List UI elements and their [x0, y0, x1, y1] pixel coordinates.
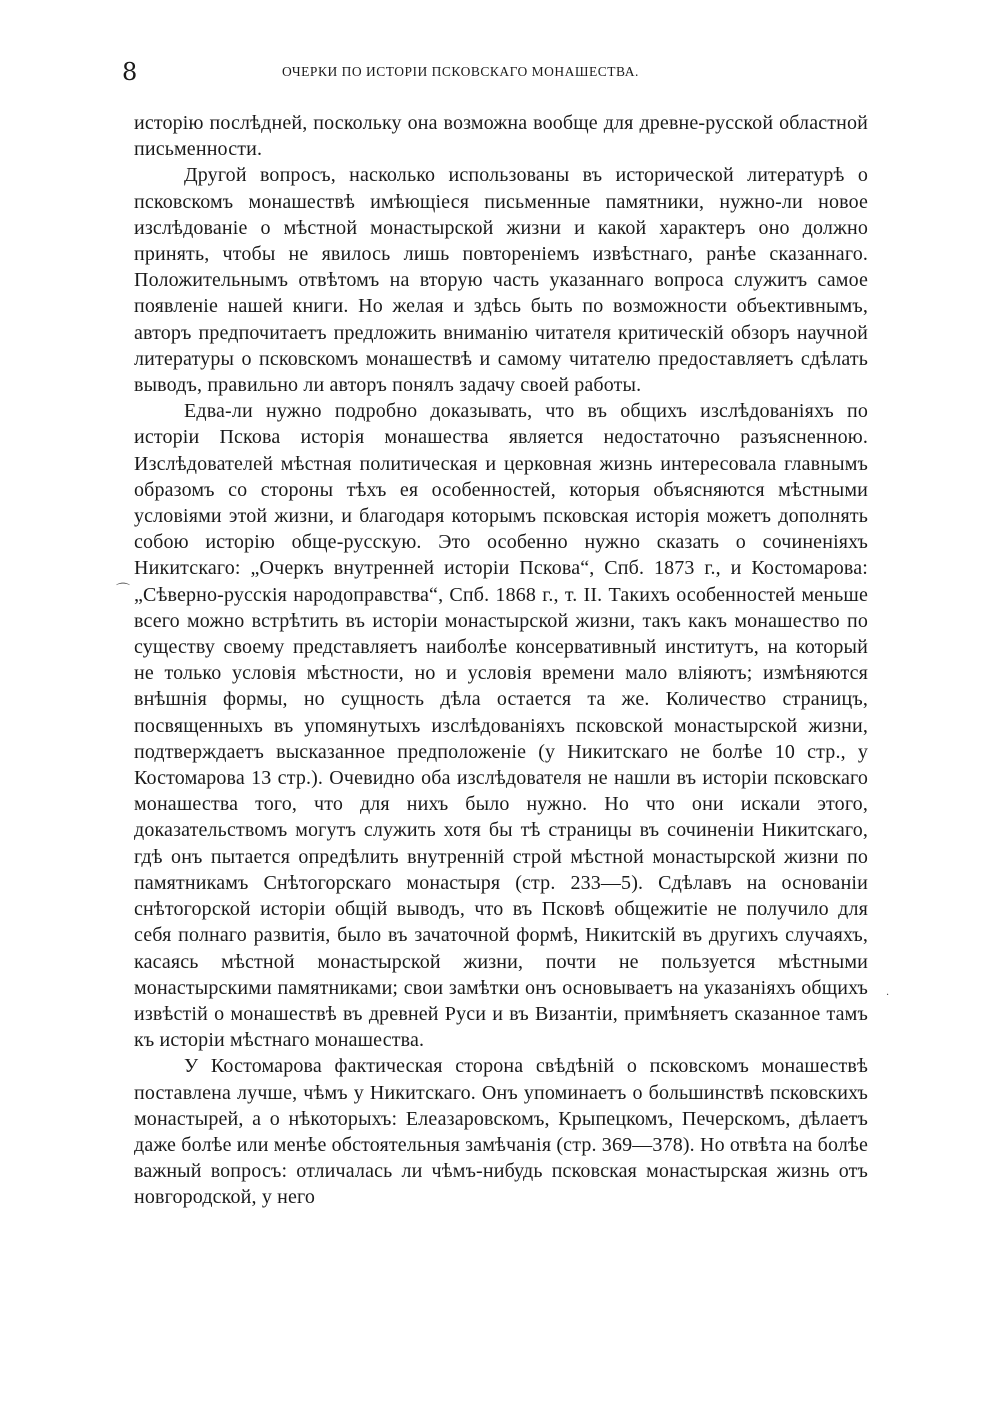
paragraph: Другой вопросъ, насколько использованы въ исторической литературѣ о псковскомъ монашествѣ имѣющіеся письменные памятники, нужно-ли новое изслѣдованіе о мѣстной монастырской жизни и какой характеръ оно должно принять, чтобы не явилось лишь повтореніемъ извѣстнаго, ранѣе сказаннаго. Положительнымъ отвѣтомъ на вторую часть указаннаго вопроса служитъ самое появленіе нашей книги. Но желая и здѣсь быть по возможности объективнымъ, авторъ предпочитаетъ предложить вниманію читателя критическій обзоръ научной литературы о псковскомъ монашествѣ и самому читателю предоставляетъ сдѣлать выводъ, правильно ли авторъ понялъ задачу своей работы. [134, 164, 868, 397]
page-number: 8 [122, 58, 138, 86]
running-title: ОЧЕРКИ ПО ИСТОРІИ ПСКОВСКАГО МОНАШЕСТВА. [282, 64, 639, 79]
margin-mark: ⌒ [116, 583, 130, 599]
paragraph: У Костомарова фактическая сторона свѣдѣній о псковскомъ монашествѣ поставлена лучше, чѣмъ у Никитскаго. Онъ упоминаетъ о большинствѣ псковскихъ монастырей, а о нѣкоторыхъ: Елеазаровскомъ, Крыпецкомъ, Печерскомъ, дѣлаетъ даже болѣе или менѣе обстоятельныя замѣчанія (стр. 369—378). Но отвѣта на болѣе важный вопросъ: отличалась ли чѣмъ-нибудь псковская монастырская жизнь отъ новгородской, у него [134, 1055, 868, 1209]
paragraph-continued: исторію послѣдней, поскольку она возможна вообще для древне-русской областной письменности. [134, 112, 868, 161]
paragraph: Едва-ли нужно подробно доказывать, что въ общихъ изслѣдованіяхъ по исторіи Пскова исторія монашества является недостаточно разъясненною. Изслѣдователей мѣстная политическая и церковная жизнь интересовала главнымъ образомъ со стороны тѣхъ ея особенностей, которыя объясняются мѣстными условіями этой жизни, и благодаря которымъ псковская исторія можетъ дополнять собою исторію обще-русскую. Это особенно нужно сказать о сочиненіяхъ Никитскаго: „Очеркъ внутренней исторіи Пскова“, Спб. 1873 г., и Костомарова: „Сѣверно-русскія народоправства“, Спб. 1868 г., т. II. Такихъ особенностей меньше всего можно встрѣтить въ исторіи монастырской жизни, такъ какъ монашество по существу своему представляетъ наиболѣе консервативный институтъ, на который не только условія мѣстности, но и условія времени мало вліяютъ; измѣняются внѣшнія формы, но сущность дѣла остается та же. Количество страницъ, посвященныхъ въ упомянутыхъ изслѣдованіяхъ псковской монастырской жизни, подтверждаетъ высказанное предположеніе (у Никитскаго не болѣе 10 стр., у Костомарова 13 стр.). Очевидно оба изслѣдователя не нашли въ исторіи псковскаго монашества того, что для нихъ было нужно. Но что они искали этого, доказательствомъ могутъ служить хотя бы тѣ страницы въ сочиненіи Никитскаго, гдѣ онъ пытается опредѣлить внутренній строй мѣстной монастырской жизни по памятникамъ Снѣтогорскаго монастыря (стр. 233—5). Сдѣлавъ на основаніи снѣтогорской исторіи общій выводъ, что въ Псковѣ общежитіе не получило для себя полнаго развитія, было въ зачаточной формѣ, Никитскій въ другихъ случаяхъ, касаясь мѣстной монастырской жизни, почти не пользуется мѣстными монастырскими памятниками; свои замѣтки онъ основываетъ на указаніяхъ общихъ извѣстій о монашествѣ въ древней Руси и въ Византіи, примѣняетъ сказанное тамъ къ исторіи мѣстнаго монашества. [134, 400, 868, 1052]
page-body [134, 110, 868, 1211]
page-header [122, 58, 868, 88]
margin-mark: · [886, 990, 890, 1001]
